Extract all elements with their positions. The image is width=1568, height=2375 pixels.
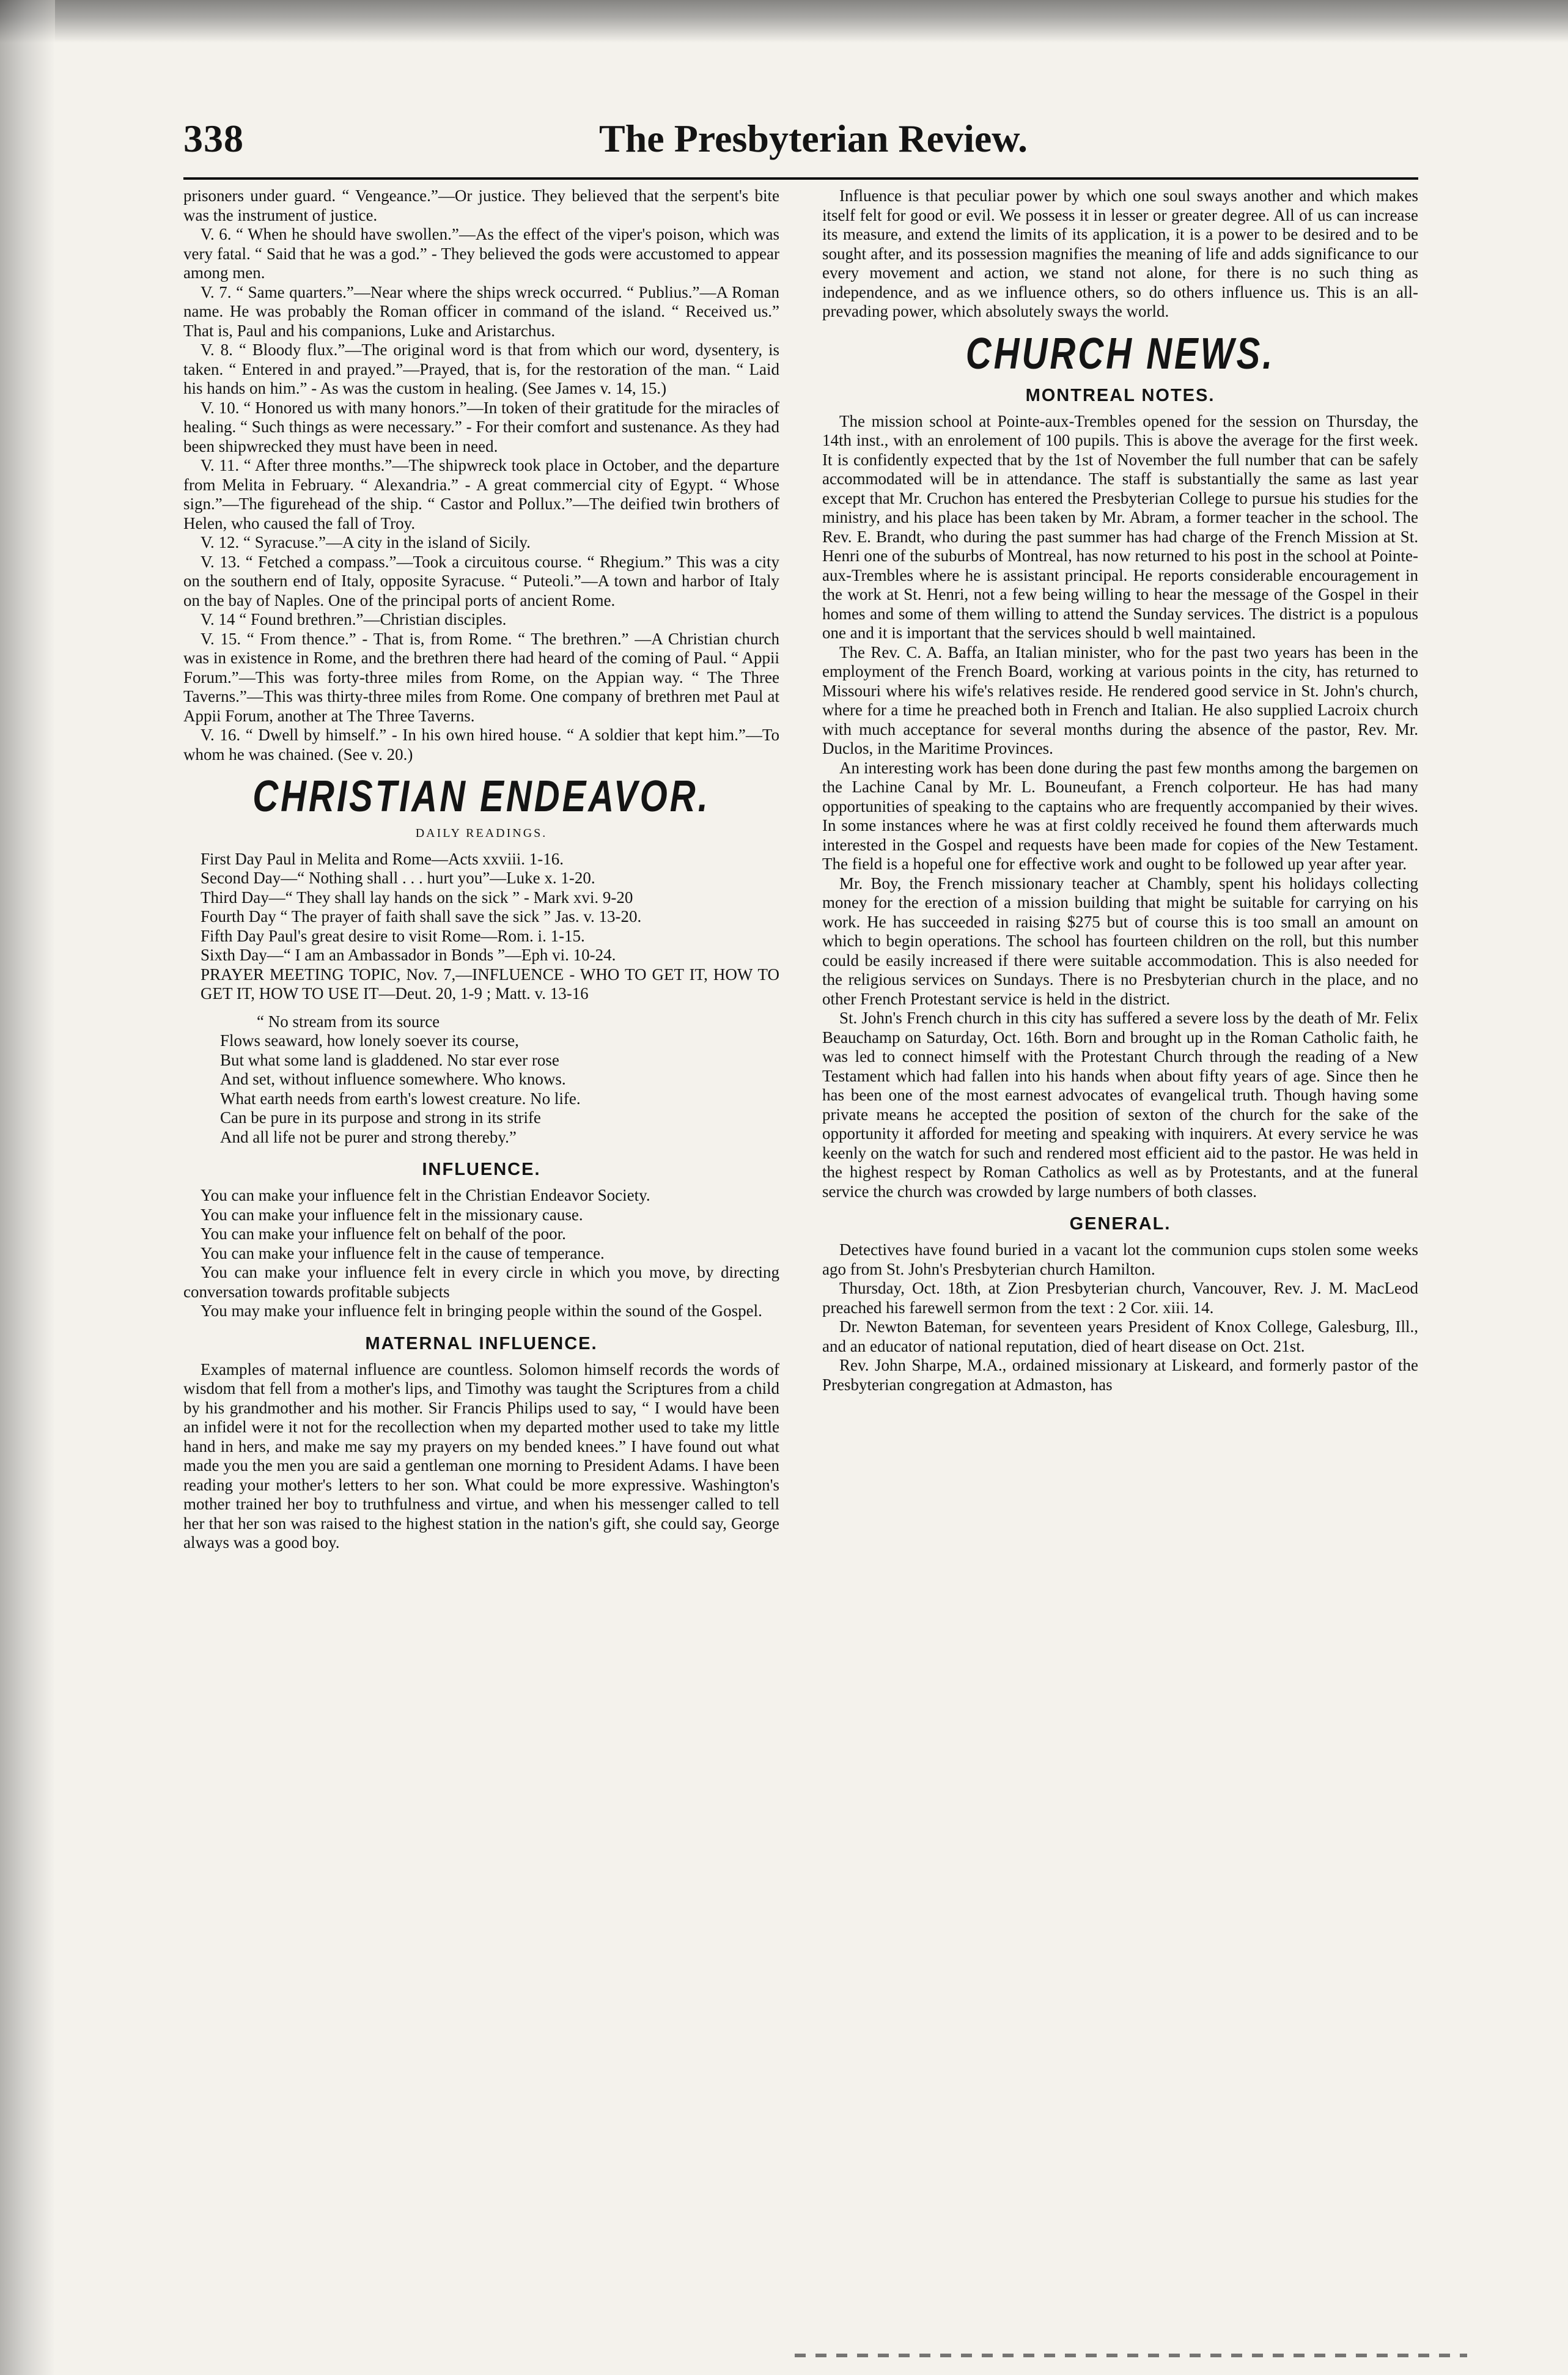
paragraph: The Rev. C. A. Baffa, an Italian minister, who for the past two years has been in the employment of the French Board, working at various points in the city, has returned to Missouri where his wife's relatives reside. He rendered good service in St. John's church, where for a time he preached both in French and Italian. He also supplied Lacroix church with much acceptance for several months during the absence of the pastor, Rev. Mr. Duclos, in the Maritime Provinces. <box>822 643 1418 757</box>
paragraph: V. 16. “ Dwell by himself.” - In his own hired house. “ A soldier that kept him.”—To whom he was chained. (See v. 20.) <box>183 726 779 764</box>
paragraph: V. 11. “ After three months.”—The shipwreck took place in October, and the departure from Melita in February. “ Alexandria.” - A great commercial city of Egypt. “ Whose sign.”—The figurehead of the ship. “ Castor and Pollux.”—The deified twin brothers of Helen, who caused the fall of Troy. <box>183 456 779 532</box>
paragraph: V. 10. “ Honored us with many honors.”—In token of their gratitude for the miracles of healing. “ Such things as were necessary.” - For their comfort and sustenance. As they had been shipwrecked they must have been in need. <box>183 398 779 455</box>
paragraph: You may make your influence felt in bringing people within the sound of the Gospel. <box>201 1302 762 1320</box>
prayer-meeting-topic: PRAYER MEETING TOPIC, Nov. 7,—INFLUENCE - WHO TO GET IT, HOW TO GET IT, HOW TO USE IT—Deut. 20, 1-9 ; Matt. v. 13-16 <box>201 965 779 1003</box>
paragraph: You can make your influence felt in the missionary cause. <box>201 1205 583 1224</box>
paragraph: You can make your influence felt in every circle in which you move, by directing conversation towards profitable subjects <box>183 1263 779 1301</box>
paragraph: Examples of maternal influence are countless. Solomon himself records the words of wisdom that fell from a mother's lips, and Timothy was taught the Scriptures from a child by his grandmother and his mother. Sir Francis Philips used to say, “ I would have been an infidel were it not for the recollection when my departed mother used to take my little hand in hers, and make me say my prayers on my bended knees.” I have found out what made you the men you are said a gentleman one morning to President Adams. I have been reading your mother's letters to her son. What could be more expressive. Washington's mother trained her boy to truthfulness and virtue, and when his messenger called to tell her that her son was raised to the highest station in the nation's gift, she could say, George always was a good boy. <box>183 1360 779 1552</box>
page-number: 338 <box>183 117 244 160</box>
paragraph: V. 7. “ Same quarters.”—Near where the ships wreck occurred. “ Publius.”—A Roman name. He was probably the Roman officer in command of the island. “ Received us.” That is, Paul and his companions, Luke and Aristarchus. <box>183 282 779 340</box>
paragraph: Influence is that peculiar power by which one soul sways another and which makes itself felt for good or evil. We possess it in lesser or greater degree. All of us can increase its measure, and extend the limits of its application, it is a power to be desired and to be sought after, and its possession magnifies the meaning of life and adds significance to our every movement and action, we stand not alone, for there is no such thing as independence, and as we influence others, so do others influence us. This is an all-prevading power, which absolutely sways the world. <box>822 186 1418 320</box>
daily-reading: First Day Paul in Melita and Rome—Acts xxviii. 1-16. <box>201 849 564 868</box>
daily-reading: Fourth Day “ The prayer of faith shall save the sick ” Jas. v. 13-20. <box>201 907 642 926</box>
paragraph: An interesting work has been done during the past few months among the bargemen on the Lachine Canal by Mr. L. Bouneufant, a French colporteur. He has had many opportunities of speaking to the captains who are frequently accompanied by their wives. In some instances where he was at first coldly received he found them afterwards much interested in the Gospel and requests have been made for copies of the New Testament. The field is a hopeful one for effective work and ought to be followed up year after year. <box>822 758 1418 873</box>
scan-edge-bottom <box>795 2354 1467 2357</box>
daily-readings-label: DAILY READINGS. <box>415 827 548 840</box>
paragraph: You can make your influence felt in the Christian Endeavor Society. <box>201 1186 650 1204</box>
poem-line: And all life not be purer and strong thereby.” <box>220 1127 517 1146</box>
paragraph: St. John's French church in this city has suffered a severe loss by the death of Mr. Felix Beauchamp on Saturday, Oct. 16th. Born and brought up in the Roman Catholic faith, he was led to connect himself with the Protestant Church through the reading of a New Testament which had fallen into his hands when about fifty years of age. Since then he has been one of the most earnest advocates of evangelical truth. Though having some private means he accepted the position of sexton of the church for the sake of the opportunity it afforded for meeting and speaking with inquirers. At every service he was keenly on the watch for such and rendered most efficient aid to the pastor. He was held in the highest respect by Roman Catholics as well as by Protestants, and at the funeral service the church was crowded by large numbers of both classes. <box>822 1009 1418 1201</box>
poem-line: But what some land is gladdened. No star ever rose <box>220 1050 559 1069</box>
paragraph: Dr. Newton Bateman, for seventeen years President of Knox College, Galesburg, Ill., and an educator of national reputation, died of heart disease on Oct. 21st. <box>822 1317 1418 1355</box>
daily-reading: Third Day—“ They shall lay hands on the sick ” - Mark xvi. 9-20 <box>201 888 633 907</box>
paragraph: V. 12. “ Syracuse.”—A city in the island of Sicily. <box>201 533 531 551</box>
poem-line: “ No stream from its source <box>257 1012 440 1031</box>
poem-line: What earth needs from earth's lowest creature. No life. <box>220 1089 581 1108</box>
daily-reading: Second Day—“ Nothing shall . . . hurt you”—Luke x. 1-20. <box>201 869 595 887</box>
paragraph: V. 13. “ Fetched a compass.”—Took a circuitous course. “ Rhegium.” This was a city on the southern end of Italy, opposite Syracuse. “ Puteoli.”—A town and harbor of Italy on the bay of Naples. One of the principal ports of ancient Rome. <box>183 552 779 609</box>
page-header <box>183 116 1314 183</box>
poem <box>220 1012 779 1147</box>
poem-line: Can be pure in its purpose and strong in its strife <box>220 1108 541 1127</box>
paragraph: V. 15. “ From thence.” - That is, from Rome. “ The brethren.” —A Christian church was in existence in Rome, and the brethren there had heard of the coming of Paul. “ Appii Forum.”—This was forty-three miles from Rome, on the Appian way. “ The Three Taverns.”—This was thirty-three miles from Rome. One company of brethren met Paul at Appii Forum, another at The Three Taverns. <box>183 629 779 725</box>
paragraph: Thursday, Oct. 18th, at Zion Presbyterian church, Vancouver, Rev. J. M. MacLeod preached his farewell sermon from the text : 2 Cor. xiii. 14. <box>822 1279 1418 1317</box>
daily-reading: Fifth Day Paul's great desire to visit Rome—Rom. i. 1-15. <box>201 926 585 945</box>
paragraph: Mr. Boy, the French missionary teacher at Chambly, spent his holidays collecting money for the erection of a mission building that might be suitable for carrying on his work. He has succeeded in raising $275 but of course this is too small an amount on which to begin operations. The school has fourteen children on the roll, but this number could be easily increased if there were suitable accommodation. This is also needed for the religious services on Sundays. There is no Presbyterian church in the place, and no other French Protestant service is held in the district. <box>822 874 1418 1008</box>
header-rule <box>183 177 1418 180</box>
paragraph: The mission school at Pointe-aux-Trembles opened for the session on Thursday, the 14th inst., with an enrolement of 100 pupils. This is above the average for the first week. It is confidently expected that by the 1st of November the full number that can be safely accommodated will be in attendance. The staff is substantially the same as last year except that Mr. Cruchon has entered the Presbyterian College to pursue his studies for the ministry, and his place has been taken by Mr. Abram, a former teacher in the school. The Rev. E. Brandt, who during the past summer has had charge of the French Mission at St. Henri one of the suburbs of Montreal, has now returned to his post in the school at Pointe-aux-Trembles where he is assistant principal. He reports considerable encouragement in the work at St. Henri, not a few being willing to hear the message of the Gospel in their homes and some of them willing to attend the Sunday services. The district is a populous one and it is important that the services should b well maintained. <box>822 411 1418 642</box>
paragraph: V. 6. “ When he should have swollen.”—As the effect of the viper's poison, which was very fatal. “ Said that he was a god.” - They believed the gods were accustomed to appear among men. <box>183 225 779 282</box>
paragraph: V. 8. “ Bloody flux.”—The original word is that from which our word, dysentery, is taken. “ Entered in and prayed.”—Prayed, that is, for the restoration of the man. “ Laid his hands on him.” - As was the custom in healing. (See James v. 14, 15.) <box>183 341 779 397</box>
poem-line: Flows seaward, how lonely soever its course, <box>220 1031 519 1050</box>
christian-endeavor-heading: CHRISTIAN ENDEAVOR. <box>252 771 710 821</box>
montreal-notes-heading: MONTREAL NOTES. <box>1025 385 1215 405</box>
paragraph: You can make your influence felt on behalf of the poor. <box>201 1224 566 1243</box>
paragraph: V. 14 “ Found brethren.”—Christian disciples. <box>201 610 507 628</box>
paragraph: You can make your influence felt in the cause of temperance. <box>201 1243 605 1262</box>
poem-line: And set, without influence somewhere. Who knows. <box>220 1070 566 1088</box>
left-column <box>183 186 779 1553</box>
maternal-influence-heading: MATERNAL INFLUENCE. <box>365 1333 598 1353</box>
scan-edge-left <box>0 0 55 2375</box>
scan-edge-top <box>0 0 1568 43</box>
church-news-heading: CHURCH NEWS. <box>965 328 1275 378</box>
daily-reading: Sixth Day—“ I am an Ambassador in Bonds ”—Eph vi. 10-24. <box>201 946 616 964</box>
right-column <box>822 186 1418 1394</box>
journal-title: The Presbyterian Review. <box>599 117 1028 160</box>
paragraph: Rev. John Sharpe, M.A., ordained missionary at Liskeard, and formerly pastor of the Presbyterian congregation at Admaston, has <box>822 1356 1418 1394</box>
influence-heading: INFLUENCE. <box>422 1160 541 1179</box>
general-heading: GENERAL. <box>1069 1214 1171 1234</box>
paragraph: prisoners under guard. “ Vengeance.”—Or justice. They believed that the serpent's bite was the instrument of justice. <box>183 186 779 224</box>
paragraph: Detectives have found buried in a vacant lot the communion cups stolen some weeks ago from St. John's Presbyterian church Hamilton. <box>822 1240 1418 1278</box>
